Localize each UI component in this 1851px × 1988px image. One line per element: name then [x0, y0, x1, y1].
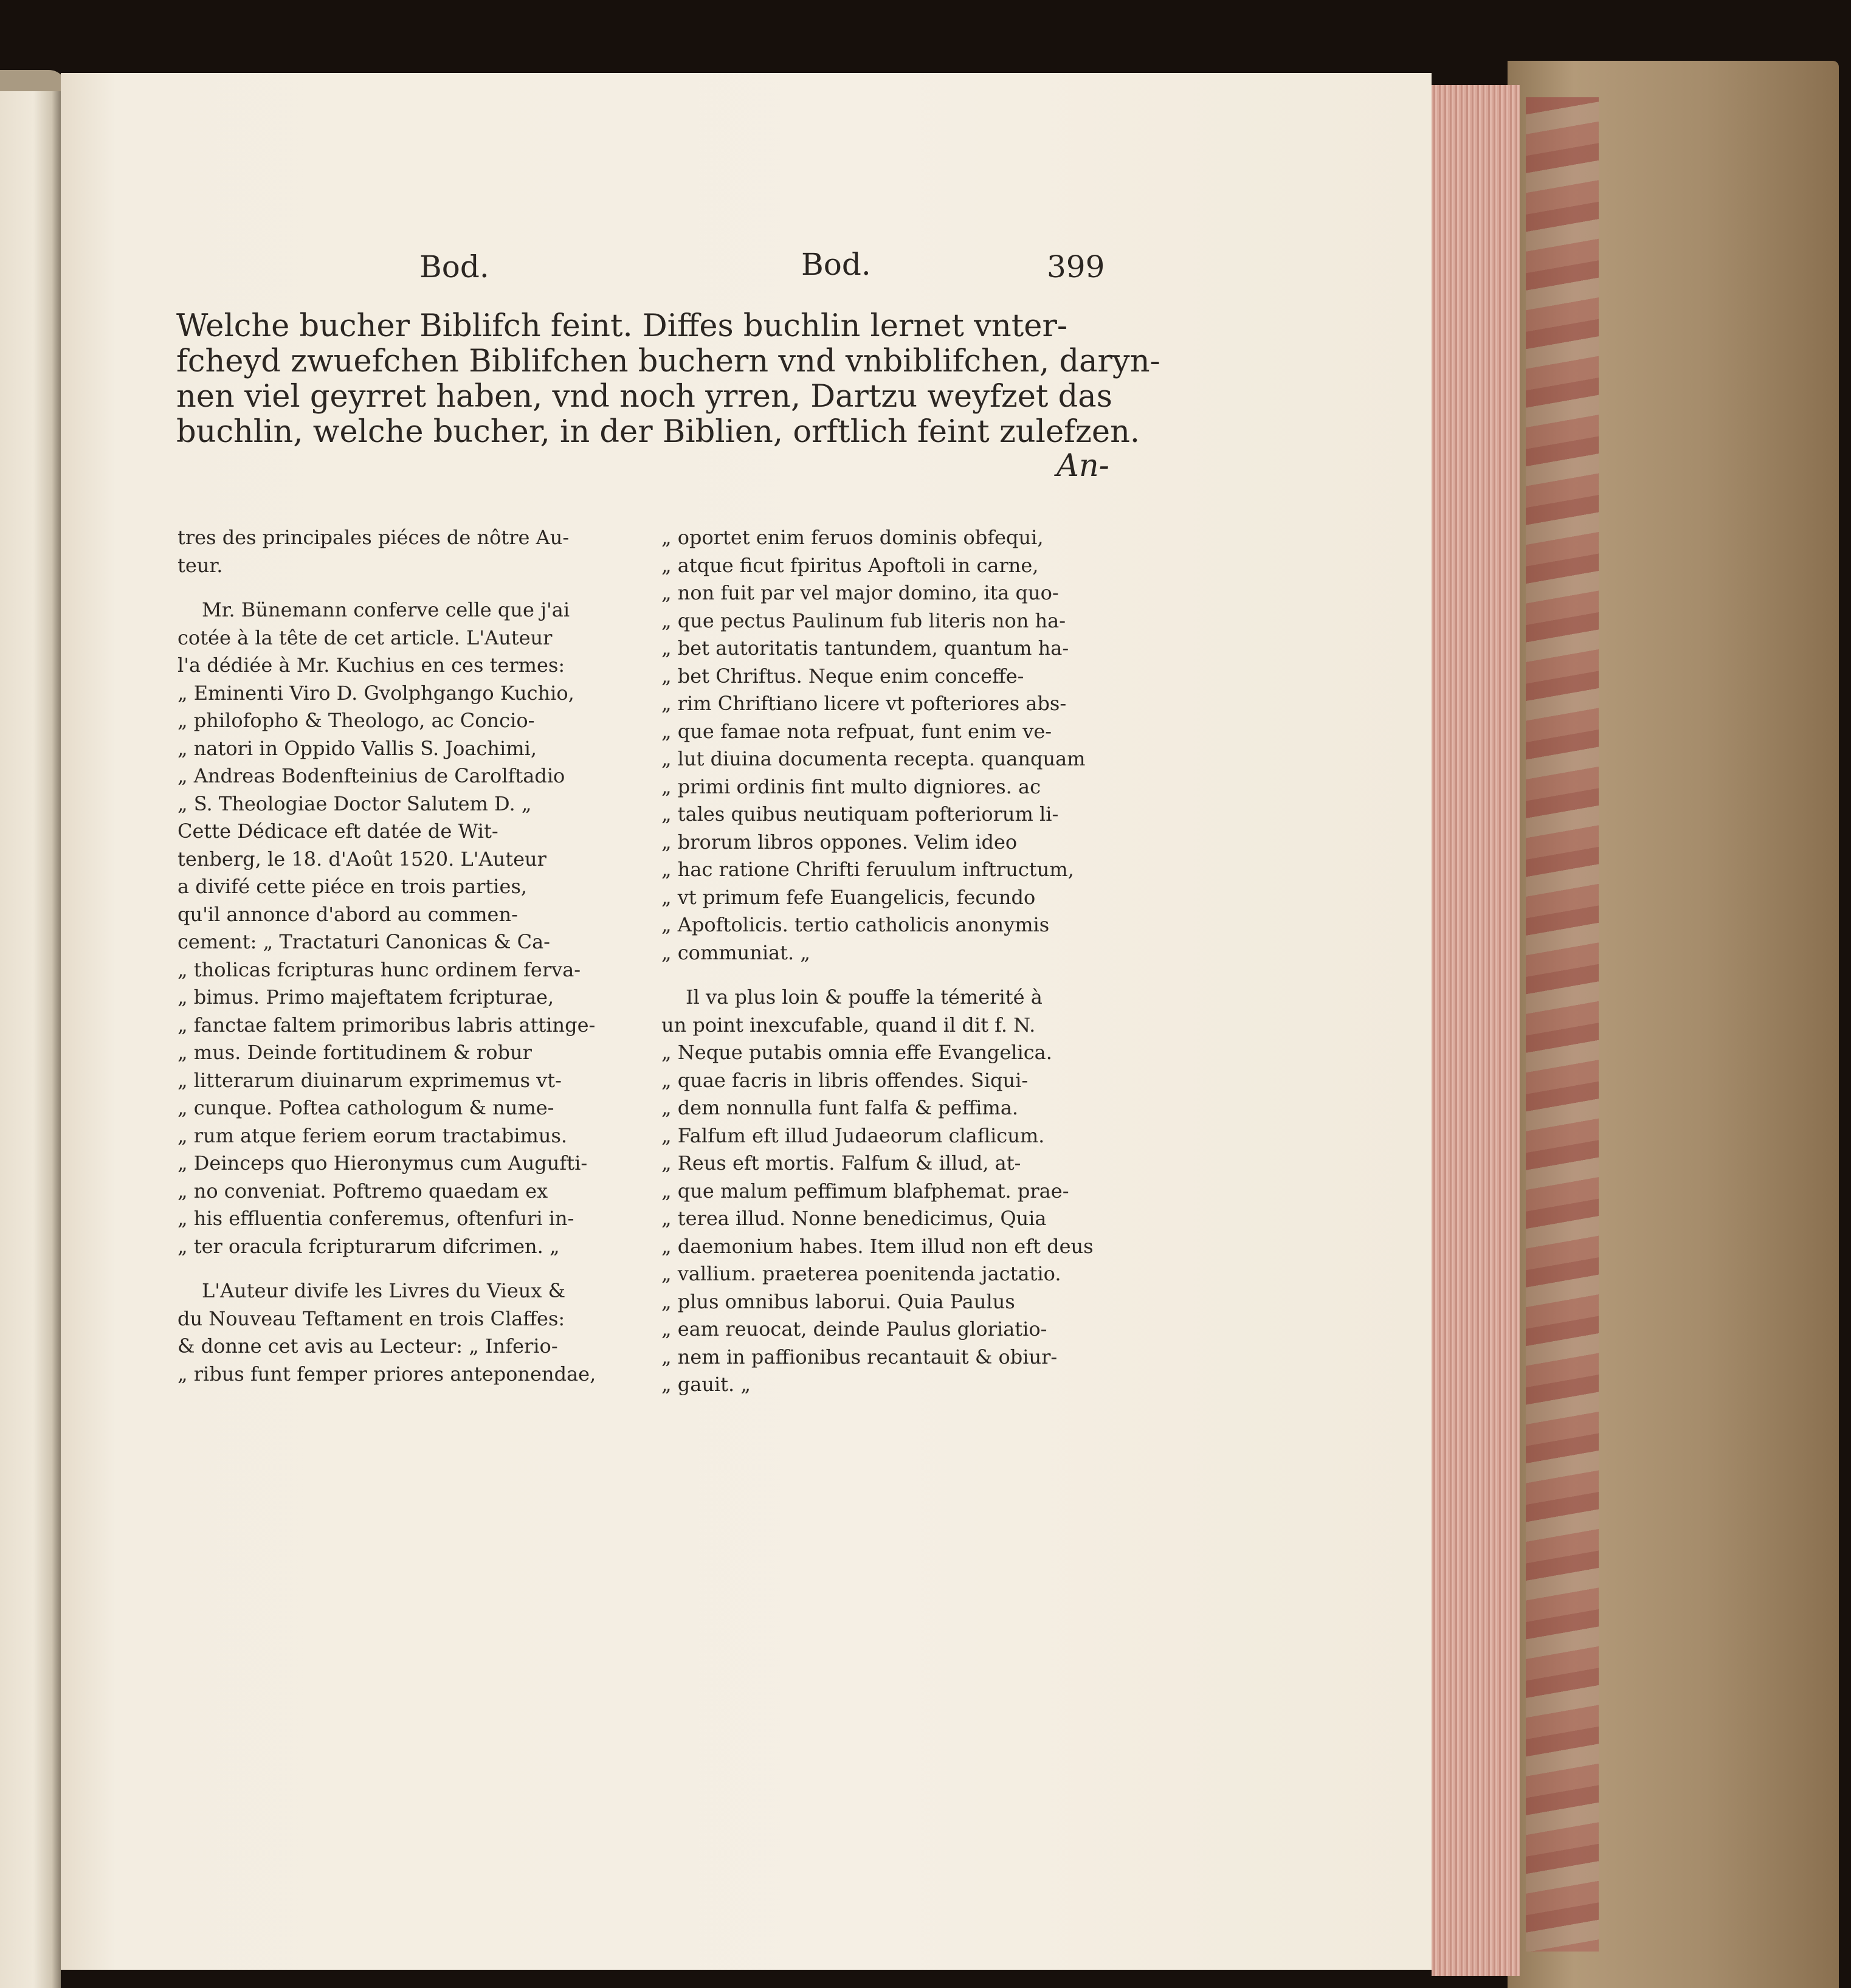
text-line: „ primi ordinis fint multo digniores. ac	[661, 775, 1041, 798]
title-line: Welche bucher Biblifch feint. Diffes buchlin lernet vnter-	[176, 308, 1068, 344]
text-line: qu'il annonce d'abord au commen-	[178, 902, 518, 926]
text-line: „ plus omnibus laborui. Quia Paulus	[661, 1289, 1015, 1313]
right-column	[661, 524, 1094, 1399]
text-line: tres des principales piéces de nôtre Au-	[178, 526, 570, 549]
text-line: „ bet autoritatis tantundem, quantum ha-	[661, 637, 1069, 660]
text-line: „ daemonium habes. Item illud non eft deus	[661, 1234, 1094, 1258]
text-line: „ rim Chriftiano licere vt pofteriores abs-	[661, 692, 1067, 715]
text-line: l'a dédiée à Mr. Kuchius en ces termes:	[178, 654, 565, 677]
paragraph-gap	[178, 1260, 596, 1277]
left-column	[178, 524, 596, 1388]
text-line: un point inexcufable, quand il dit f. N.	[661, 1013, 1036, 1037]
text-line: „ terea illud. Nonne benedicimus, Quia	[661, 1207, 1047, 1230]
text-line: Mr. Bünemann conferve celle que j'ai	[202, 598, 570, 621]
page-fore-edge	[1432, 85, 1520, 1976]
header-center: Bod.	[801, 247, 871, 282]
text-line: „ litterarum diuinarum exprimemus vt-	[178, 1068, 562, 1092]
text-line: „ bimus. Primo majeftatem fcripturae,	[178, 985, 554, 1009]
text-line: cotée à la tête de cet article. L'Auteur	[178, 626, 553, 649]
text-line: „ his effluentia conferemus, oftenfuri in-	[178, 1207, 574, 1230]
text-line: L'Auteur divife les Livres du Vieux &	[202, 1279, 566, 1302]
text-line: du Nouveau Teftament en trois Claffes:	[178, 1306, 565, 1330]
text-line: „ que malum peffimum blafphemat. prae-	[661, 1179, 1069, 1203]
text-line: „ hac ratione Chrifti feruulum inftructum,	[661, 858, 1074, 881]
header-left: Bod.	[419, 249, 489, 285]
text-line: tenberg, le 18. d'Août 1520. L'Auteur	[178, 847, 546, 871]
text-line: „ Deinceps quo Hieronymus cum Augufti-	[178, 1151, 588, 1175]
marbled-cover-edge	[1526, 97, 1599, 1952]
text-line: „ que famae nota refpuat, funt enim ve-	[661, 719, 1052, 743]
text-line: „ oportet enim feruos dominis obfequi,	[661, 526, 1044, 549]
text-line: „ philofopho & Theologo, ac Concio-	[178, 709, 535, 732]
text-line: „ Eminenti Viro D. Gvolphgango Kuchio,	[178, 681, 574, 705]
text-line: „ mus. Deinde fortitudinem & robur	[178, 1041, 532, 1064]
text-line: „ communiat. „	[661, 941, 810, 964]
text-line: „ tholicas fcripturas hunc ordinem ferva-	[178, 958, 581, 981]
text-line: & donne cet avis au Lecteur: „ Inferio-	[178, 1334, 558, 1358]
text-line: „ quae facris in libris offendes. Siqui-	[661, 1068, 1029, 1092]
text-line: „ Falfum eft illud Judaeorum claflicum.	[661, 1123, 1045, 1147]
text-line: a divifé cette piéce en trois parties,	[178, 875, 528, 898]
paragraph-gap	[661, 967, 1094, 984]
text-line: „ no conveniat. Poftremo quaedam ex	[178, 1179, 548, 1203]
text-line: „ tales quibus neutiquam pofteriorum li-	[661, 802, 1059, 826]
text-line: „ vt primum fefe Euangelicis, fecundo	[661, 885, 1036, 909]
text-line: „ Neque putabis omnia effe Evangelica.	[661, 1041, 1052, 1064]
text-line: „ eam reuocat, deinde Paulus gloriatio-	[661, 1317, 1047, 1341]
text-line: „ lut diuina documenta recepta. quanquam	[661, 747, 1086, 770]
text-line: „ Apoftolicis. tertio catholicis anonymis	[661, 913, 1050, 936]
text-line: „ ter oracula fcripturarum difcrimen. „	[178, 1234, 560, 1258]
page-number: 399	[1047, 249, 1105, 285]
text-line: „ atque ficut fpiritus Apoftoli in carne,	[661, 553, 1039, 577]
text-line: „ nem in paffionibus recantauit & obiur-	[661, 1345, 1058, 1368]
title-line: buchlin, welche bucher, in der Biblien, orftlich feint zulefzen.	[176, 414, 1140, 450]
text-line: „ fanctae faltem primoribus labris attinge-	[178, 1013, 596, 1037]
text-line: „ gauit. „	[661, 1373, 751, 1396]
text-line: „ non fuit par vel major domino, ita quo-	[661, 581, 1059, 604]
text-line: „ dem nonnulla funt falfa & peffima.	[661, 1096, 1019, 1119]
text-line: „ rum atque feriem eorum tractabimus.	[178, 1123, 568, 1147]
title-line: fcheyd zwuefchen Biblifchen buchern vnd vnbiblifchen, daryn-	[176, 343, 1160, 379]
catchword: An-	[1056, 448, 1109, 484]
text-line: cement: „ Tractaturi Canonicas & Ca-	[178, 930, 550, 953]
text-line: „ vallium. praeterea poenitenda jactatio.	[661, 1262, 1061, 1285]
text-line: „ bet Chriftus. Neque enim conceffe-	[661, 664, 1024, 688]
text-line: „ que pectus Paulinum fub literis non ha-	[661, 609, 1066, 632]
text-line: „ Andreas Bodenfteinius de Carolftadio	[178, 764, 565, 787]
title-line: nen viel geyrret haben, vnd noch yrren, Dartzu weyfzet das	[176, 379, 1112, 415]
text-line: „ ribus funt femper priores anteponendae,	[178, 1362, 596, 1386]
paragraph-gap	[178, 579, 596, 596]
text-line: „ S. Theologiae Doctor Salutem D. „	[178, 792, 532, 815]
text-line: „ Reus eft mortis. Falfum & illud, at-	[661, 1151, 1021, 1175]
text-line: „ brorum libros oppones. Velim ideo	[661, 830, 1018, 854]
left-page-edge	[0, 91, 61, 1988]
text-line: „ natori in Oppido Vallis S. Joachimi,	[178, 736, 537, 760]
text-line: Cette Dédicace eft datée de Wit-	[178, 820, 498, 843]
text-line: teur.	[178, 553, 223, 577]
text-line: „ cunque. Poftea cathologum & nume-	[178, 1096, 554, 1119]
text-line: Il va plus loin & pouffe la témerité à	[686, 985, 1043, 1009]
